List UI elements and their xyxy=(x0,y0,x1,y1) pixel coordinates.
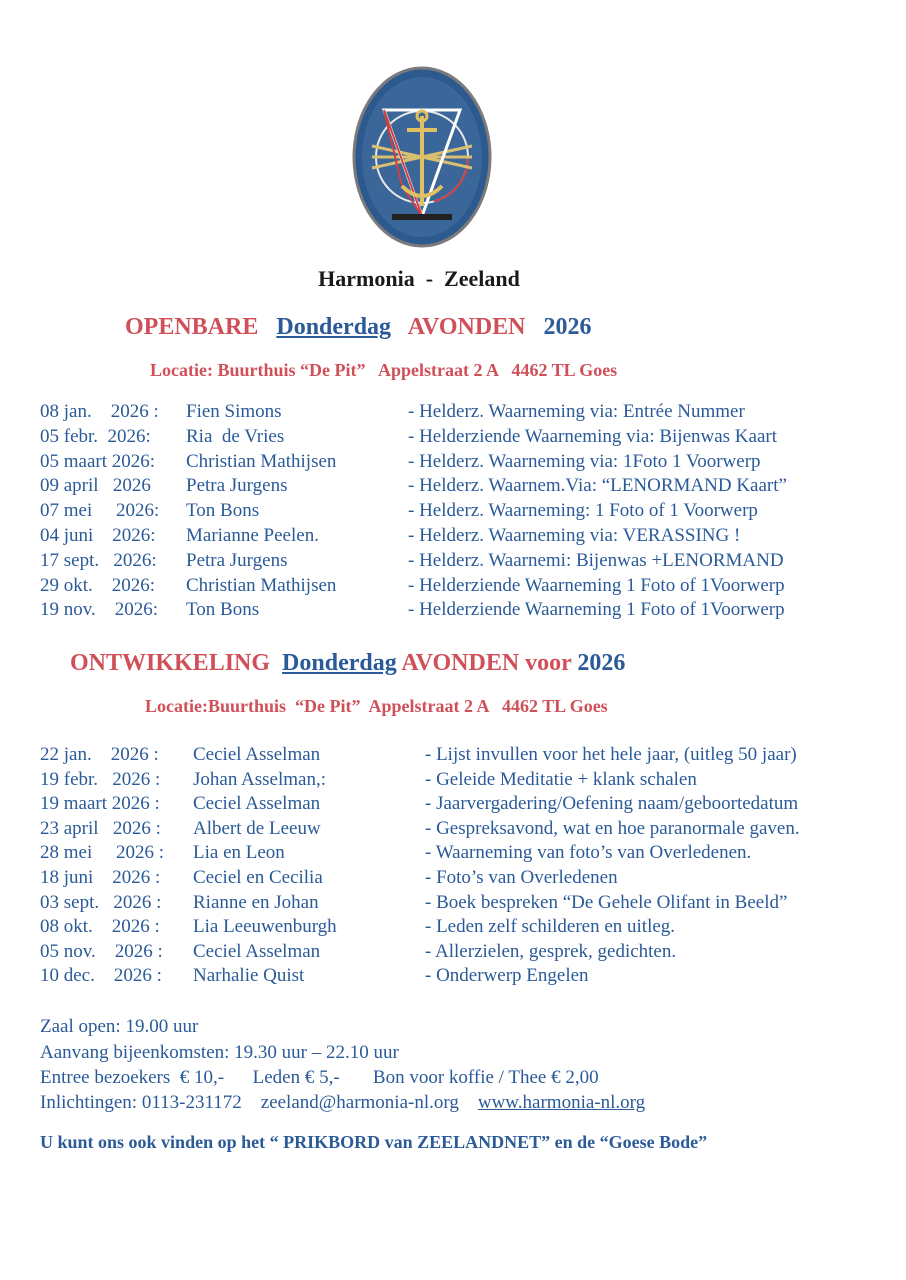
event-host: Ria de Vries xyxy=(186,425,285,447)
event-host: Rianne en Johan xyxy=(193,891,319,913)
event-date: 05 maart 2026: xyxy=(40,450,156,472)
harmonia-emblem-icon xyxy=(352,66,492,248)
contact-info: Inlichtingen: 0113-231172 zeeland@harmonia-nl.org xyxy=(40,1092,459,1113)
event-description: - Helderz. Waarneming: 1 Foto of 1 Voorwerp xyxy=(408,500,758,522)
event-description: - Helderz. Waarneming via: VERASSING ! xyxy=(408,525,741,546)
event-host: Petra Jurgens xyxy=(186,475,288,497)
event-description: - Waarneming van foto’s van Overledenen. xyxy=(425,842,752,864)
event-description: - Lijst invullen voor het hele jaar, (uitleg 50 jaar) xyxy=(425,744,797,765)
event-date: 05 febr. 2026: xyxy=(40,425,151,447)
event-host: Fien Simons xyxy=(186,401,282,422)
section1-year: 2026 xyxy=(543,314,592,340)
website-link[interactable]: www.harmonia-nl.org xyxy=(477,1092,646,1113)
inlichtingen xyxy=(40,1092,645,1114)
organization-title: Harmonia - Zeeland xyxy=(318,266,520,291)
section1-heading xyxy=(125,314,592,341)
event-date: 19 maart 2026 : xyxy=(40,793,160,815)
event-date: 18 juni 2026 : xyxy=(40,867,161,888)
event-description: - Allerzielen, gesprek, gedichten. xyxy=(425,940,677,962)
event-date: 08 jan. 2026 : xyxy=(40,401,159,422)
event-description: - Leden zelf schilderen en uitleg. xyxy=(425,916,676,938)
event-host: Ceciel Asselman xyxy=(193,793,321,815)
event-date: 09 april 2026 xyxy=(40,475,151,497)
event-description: - Helderz. Waarnem.Via: “LENORMAND Kaart” xyxy=(408,475,787,497)
event-date: 19 febr. 2026 : xyxy=(40,768,161,790)
event-host: Marianne Peelen. xyxy=(186,525,319,546)
event-host: Albert de Leeuw xyxy=(193,817,321,839)
event-host: Lia Leeuwenburgh xyxy=(193,916,337,938)
event-host: Lia en Leon xyxy=(193,842,285,864)
event-description: - Helderziende Waarneming 1 Foto of 1Voorwerp xyxy=(408,574,785,596)
section2-year: 2026 xyxy=(577,650,626,676)
event-date: 28 mei 2026 : xyxy=(40,842,165,864)
event-description: - Jaarvergadering/Oefening naam/geboortedatum xyxy=(425,793,799,815)
event-description: - Boek bespreken “De Gehele Olifant in Beeld” xyxy=(425,891,788,913)
event-date: 05 nov. 2026 : xyxy=(40,940,163,962)
section1-word3: AVONDEN xyxy=(407,314,526,340)
event-description: - Helderziende Waarneming 1 Foto of 1Voorwerp xyxy=(408,599,785,621)
event-host: Christian Mathijsen xyxy=(186,574,337,596)
entree-prices: Entree bezoekers € 10,- Leden € 5,- Bon voor koffie / Thee € 2,00 xyxy=(40,1067,599,1088)
aanvang: Aanvang bijeenkomsten: 19.30 uur – 22.10 uur xyxy=(40,1042,399,1063)
event-host: Petra Jurgens xyxy=(186,549,288,571)
section2-word3: AVONDEN voor xyxy=(401,650,572,676)
section1-word2: Donderdag xyxy=(276,314,392,340)
event-date: 07 mei 2026: xyxy=(40,500,160,522)
event-host: Christian Mathijsen xyxy=(186,450,337,472)
section1-location: Locatie: Buurthuis “De Pit” Appelstraat 2 A 4462 TL Goes xyxy=(150,360,618,380)
event-date: 29 okt. 2026: xyxy=(40,574,156,596)
event-host: Ceciel Asselman xyxy=(193,744,321,765)
event-description: - Foto’s van Overledenen xyxy=(425,867,618,888)
event-description: - Geleide Meditatie + klank schalen xyxy=(425,768,697,790)
section2-location: Locatie:Buurthuis “De Pit” Appelstraat 2 A 4462 TL Goes xyxy=(145,696,608,716)
event-date: 04 juni 2026: xyxy=(40,525,156,546)
event-description: - Helderz. Waarnemi: Bijenwas +LENORMAND xyxy=(408,549,784,571)
event-host: Johan Asselman,: xyxy=(193,768,326,790)
event-date: 03 sept. 2026 : xyxy=(40,891,162,913)
event-host: Ton Bons xyxy=(186,500,260,522)
event-host: Ceciel en Cecilia xyxy=(193,867,323,888)
zaal-open: Zaal open: 19.00 uur xyxy=(40,1016,199,1037)
event-host: Ceciel Asselman xyxy=(193,940,321,962)
event-description: - Helderz. Waarneming via: 1Foto 1 Voorwerp xyxy=(408,450,761,472)
event-date: 19 nov. 2026: xyxy=(40,599,159,621)
event-date: 22 jan. 2026 : xyxy=(40,744,159,765)
event-date: 23 april 2026 : xyxy=(40,817,161,839)
event-description: - Onderwerp Engelen xyxy=(425,965,589,987)
event-host: Ton Bons xyxy=(186,599,260,621)
section1-word1: OPENBARE xyxy=(125,314,259,340)
section2-word1: ONTWIKKELING xyxy=(70,650,271,676)
event-description: - Helderz. Waarneming via: Entrée Nummer xyxy=(408,401,745,422)
event-host: Narhalie Quist xyxy=(193,965,305,987)
event-date: 08 okt. 2026 : xyxy=(40,916,160,938)
section2-heading xyxy=(70,650,625,677)
event-description: - Gespreksavond, wat en hoe paranormale gaven. xyxy=(425,817,800,839)
footer-note: U kunt ons ook vinden op het “ PRIKBORD van ZEELANDNET” en de “Goese Bode” xyxy=(40,1132,708,1152)
event-date: 17 sept. 2026: xyxy=(40,549,157,571)
event-description: - Helderziende Waarneming via: Bijenwas Kaart xyxy=(408,425,777,447)
event-date: 10 dec. 2026 : xyxy=(40,965,162,987)
section2-word2: Donderdag xyxy=(282,650,397,676)
